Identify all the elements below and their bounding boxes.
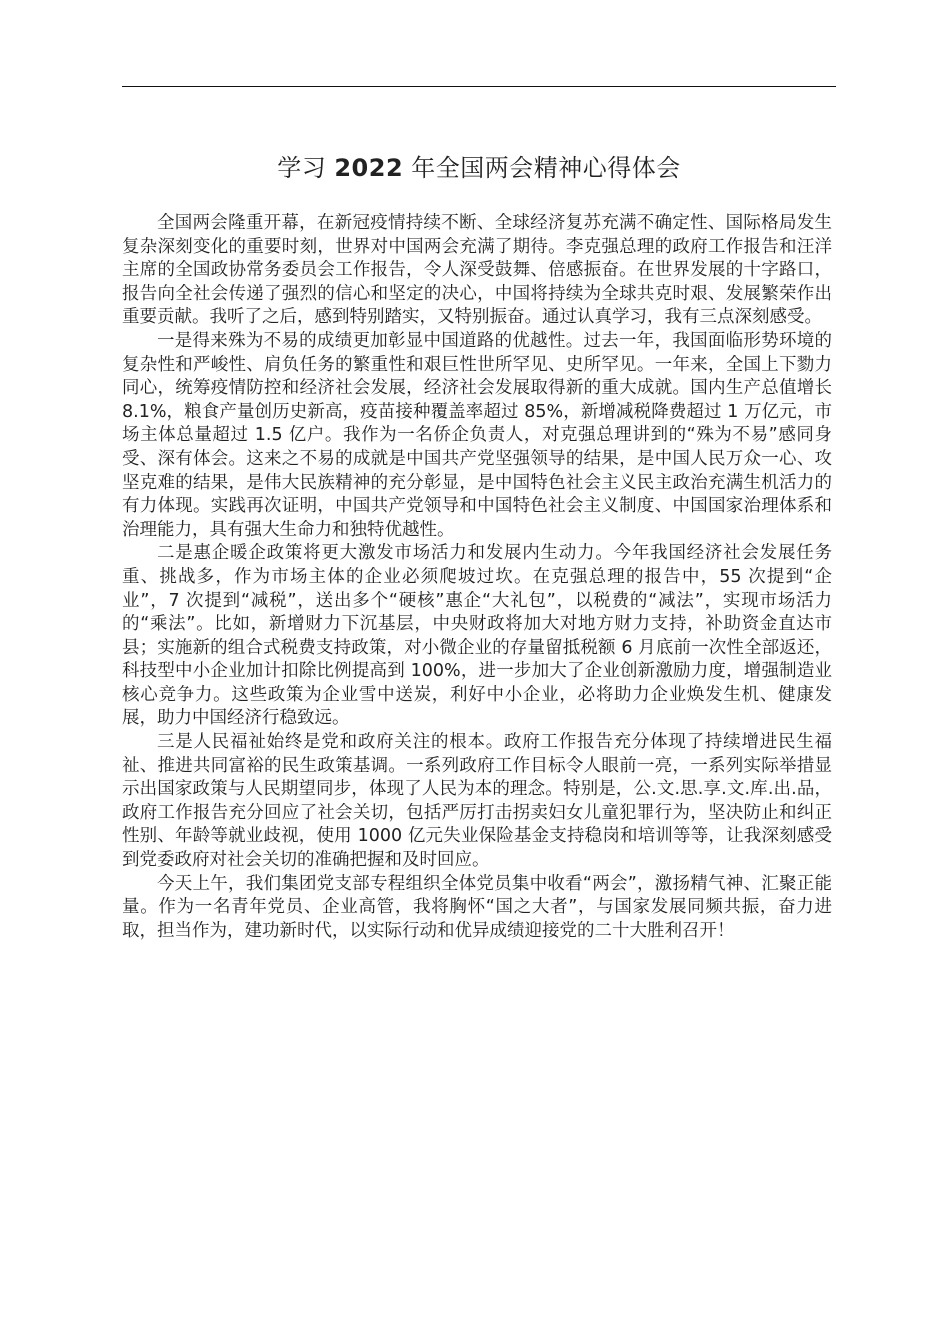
title-year: 2022	[334, 154, 404, 182]
document-title	[122, 150, 836, 186]
paragraph-conclusion: 今天上午，我们集团党支部专程组织全体党员集中收看“两会”，激扬精气神、汇聚正能量。作为一名青年党员、企业高管，我将胸怀“国之大者”，与国家发展同频共振，奋力进取，担当作为，建功新时代，以实际行动和优异成绩迎接党的二十大胜利召开！	[122, 873, 832, 941]
title-suffix: 年全国两会精神心得体会	[411, 154, 681, 182]
header-rule	[122, 86, 836, 87]
title-prefix: 学习	[277, 154, 327, 182]
paragraph-intro: 全国两会隆重开幕，在新冠疫情持续不断、全球经济复苏充满不确定性、国际格局发生复杂深刻变化的重要时刻，世界对中国两会充满了期待。李克强总理的政府工作报告和汪洋主席的全国政协常务委员会工作报告，令人深受鼓舞、倍感振奋。在世界发展的十字路口，报告向全社会传递了强烈的信心和坚定的决心，中国将持续为全球共克时艰、发展繁荣作出重要贡献。我听了之后，感到特别踏实，又特别振奋。通过认真学习，我有三点深刻感受。	[122, 213, 832, 328]
paragraph-point-one: 一是得来殊为不易的成绩更加彰显中国道路的优越性。过去一年，我国面临形势环境的复杂性和严峻性、肩负任务的繁重性和艰巨性世所罕见、史所罕见。一年来，全国上下勠力同心，统筹疫情防控和经济社会发展，经济社会发展取得新的重大成就。国内生产总值增长 8.1%，粮食产量创历史新高，疫苗接种覆盖率超过 85%，新增减税降费超过 1 万亿元，市场主体总量超过 1.5 亿户。我作为一名侨企负责人，对克强总理讲到的“殊为不易”感同身受、深有体会。这来之不易的成就是中国共产党坚强领导的结果，是中国人民万众一心、攻坚克难的结果，是伟大民族精神的充分彰显，是中国特色社会主义民主政治充满生机活力的有力体现。实践再次证明，中国共产党领导和中国特色社会主义制度、中国国家治理体系和治理能力，具有强大生命力和独特优越性。	[122, 330, 832, 540]
paragraph-point-three: 三是人民福祉始终是党和政府关注的根本。政府工作报告充分体现了持续增进民生福祉、推进共同富裕的民生政策基调。一系列政府工作目标令人眼前一亮，一系列实际举措显示出国家政策与人民期望同步，体现了人民为本的理念。特别是，公.文.思.享.文.库.出.品，政府工作报告充分回应了社会关切，包括严厉打击拐卖妇女儿童犯罪行为，坚决防止和纠正性别、年龄等就业歧视，使用 1000 亿元失业保险基金支持稳岗和培训等等，让我深刻感受到党委政府对社会关切的准确把握和及时回应。	[122, 732, 832, 871]
document-body	[122, 212, 832, 943]
paragraph-point-two: 二是惠企暖企政策将更大激发市场活力和发展内生动力。今年我国经济社会发展任务重、挑战多，作为市场主体的企业必须爬坡过坎。在克强总理的报告中，55 次提到“企业”，7 次提到“减税”，送出多个“硬核”惠企“大礼包”，以税费的“减法”，实现市场活力的“乘法”。比如，新增财力下沉基层，中央财政将加大对地方财力支持，补助资金直达市县；实施新的组合式税费支持政策，对小微企业的存量留抵税额 6 月底前一次性全部返还，科技型中小企业加计扣除比例提高到 100%，进一步加大了企业创新激励力度，增强制造业核心竞争力。这些政策为企业雪中送炭，利好中小企业，必将助力企业焕发生机、健康发展，助力中国经济行稳致远。	[122, 543, 832, 729]
